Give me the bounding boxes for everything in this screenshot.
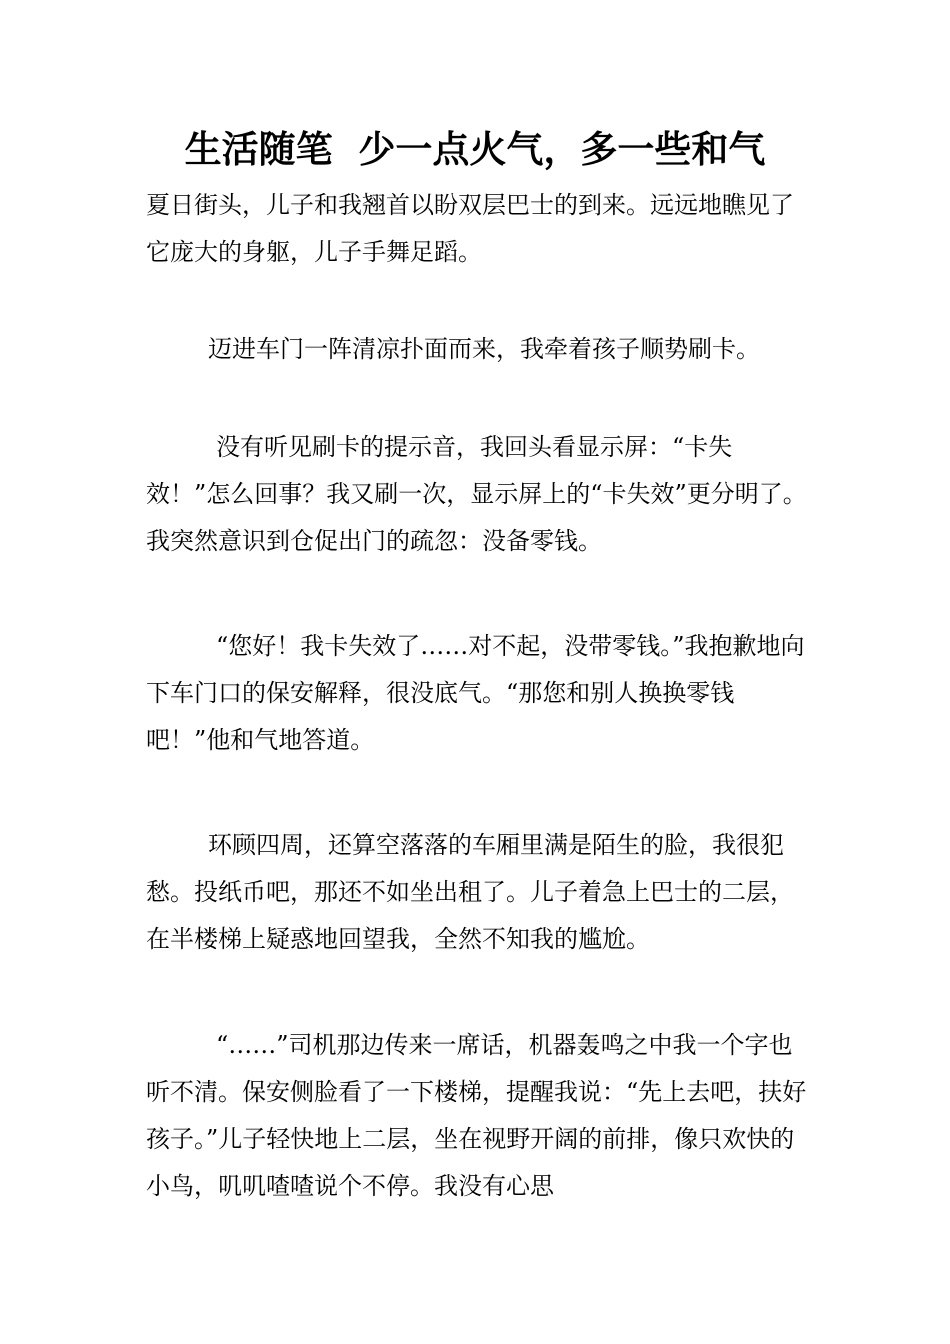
paragraph-text: “……”司机那边传来一席话，机器轰鸣之中我一个字也听不清。保安侧脸看了一下楼梯，提醒我说：“先上去吧，扶好孩子。”儿子轻快地上二层，坐在视野开阔的前排，像只欢快的小鸟，叽叽喳喳说个不停。我没有心思 xyxy=(146,1031,807,1200)
paragraph-text: 没有听见刷卡的提示音，我回头看显示屏：“卡失效！”怎么回事？我又刷一次，显示屏上的“卡失效”更分明了。我突然意识到仓促出门的疏忽：没备零钱。 xyxy=(146,433,807,555)
paragraph-text: 夏日街头，儿子和我翘首以盼双层巴士的到来。远远地瞧见了它庞大的身躯，儿子手舞足蹈。 xyxy=(146,191,794,266)
paragraph-3 xyxy=(146,424,816,565)
paragraph-text: “您好！我卡失效了……对不起，没带零钱。”我抱歉地向下车门口的保安解释，很没底气。“那您和别人换换零钱吧！”他和气地答道。 xyxy=(146,632,805,754)
paragraph-4 xyxy=(146,623,816,764)
paragraph-2 xyxy=(146,326,816,373)
paragraph-6 xyxy=(146,1022,816,1210)
paragraph-text: 环顾四周，还算空落落的车厢里满是陌生的脸，我很犯愁。投纸币吧，那还不如坐出租了。儿子着急上巴士的二层，在半楼梯上疑惑地回望我，全然不知我的尴尬。 xyxy=(146,831,794,953)
paragraph-1 xyxy=(146,182,816,276)
paragraph-5 xyxy=(146,822,816,963)
document-title: 生活随笔 少一点火气，多一些和气 xyxy=(184,128,766,171)
paragraph-text: 迈进车门一阵清凉扑面而来，我牵着孩子顺势刷卡。 xyxy=(208,335,760,363)
